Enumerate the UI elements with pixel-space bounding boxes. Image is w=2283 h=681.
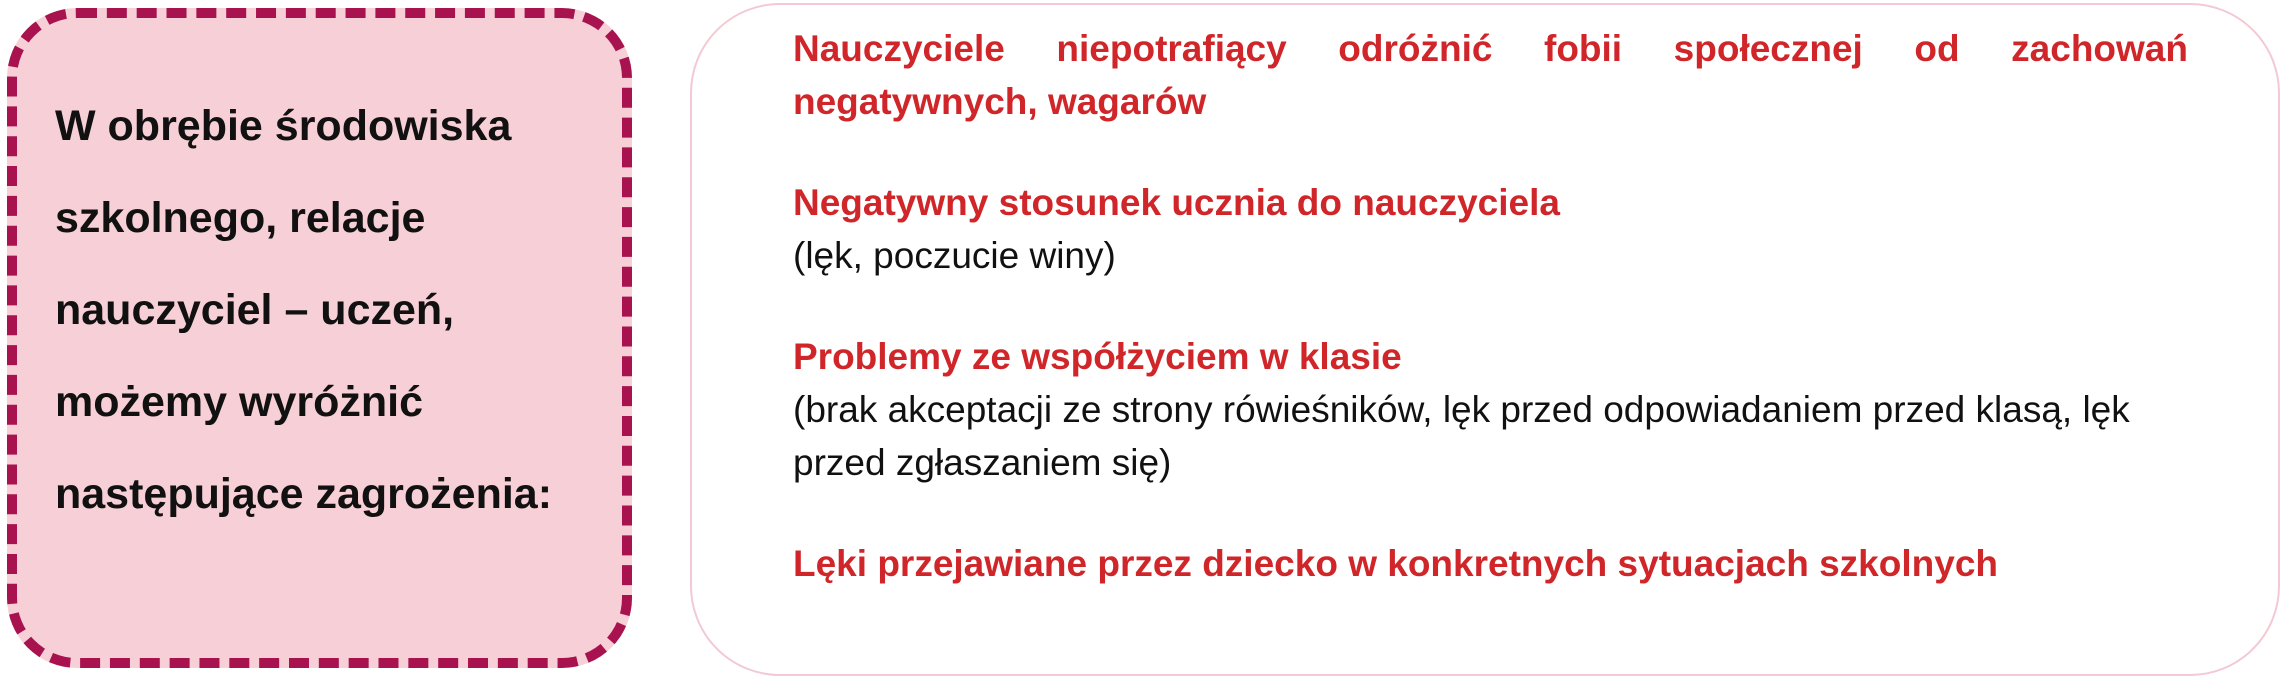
intro-heading-line: następujące zagrożenia:: [55, 470, 553, 518]
threat-item: [793, 330, 2188, 489]
threat-item: [793, 176, 2188, 282]
intro-heading-line: szkolnego, relacje: [55, 194, 426, 242]
threat-item: [793, 537, 2188, 590]
threat-item: [793, 22, 2188, 128]
threats-list: [793, 22, 2188, 638]
intro-heading: [55, 80, 615, 540]
threat-title: Problemy ze współżyciem w klasie: [793, 336, 1402, 377]
intro-heading-line: nauczyciel – uczeń,: [55, 286, 455, 334]
threat-description: (brak akceptacji ze strony rówieśników, lęk przed odpowiadaniem przed klasą, lęk przed zgłaszaniem się): [793, 389, 2130, 483]
threat-description: (lęk, poczucie winy): [793, 235, 1116, 276]
threat-title: Negatywny stosunek ucznia do nauczyciela: [793, 182, 1560, 223]
threat-title: Lęki przejawiane przez dziecko w konkretnych sytuacjach szkolnych: [793, 543, 1998, 584]
intro-heading-line: możemy wyróżnić: [55, 378, 423, 426]
threat-title: Nauczyciele niepotrafiący odróżnić fobii społecznej od zachowań negatywnych, wagarów: [793, 28, 2188, 122]
intro-heading-line: W obrębie środowiska: [55, 102, 512, 150]
